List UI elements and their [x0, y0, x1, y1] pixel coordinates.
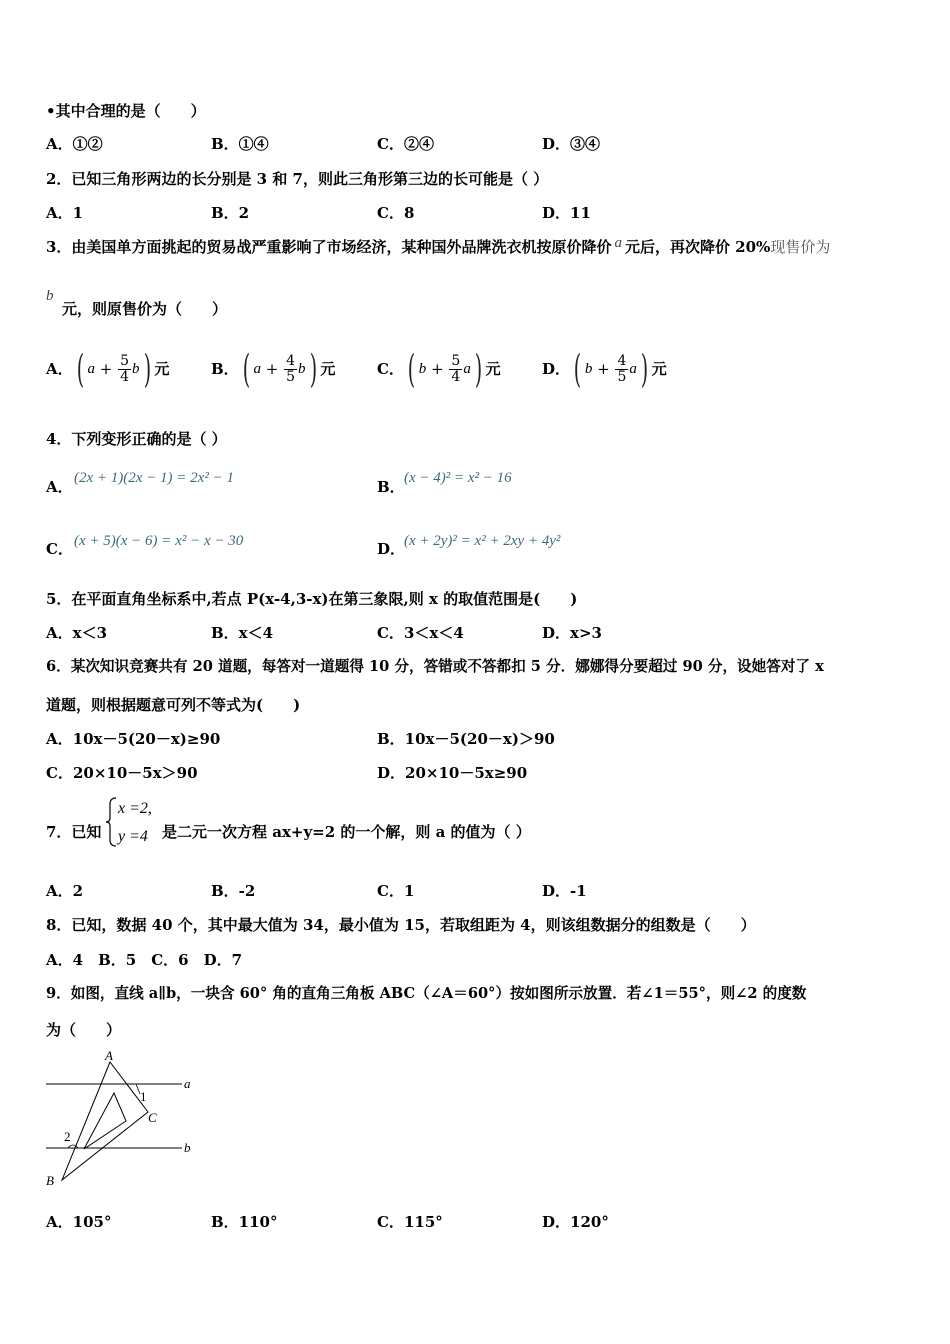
unit: 元 [651, 360, 667, 378]
lead-var: b [418, 361, 427, 377]
q9-option-c: C．115° [377, 1213, 443, 1231]
q5-option-c: C．3＜x＜4 [377, 624, 464, 642]
q4-option-b-label: B． [377, 478, 405, 496]
q3-stem-part2: 元后，再次降价 20% [624, 238, 771, 256]
q3-option-d: D．( b + $\frac{4}{5}$ a) 元 [542, 347, 667, 391]
q4-option-d-label: D． [377, 540, 406, 558]
denominator: 5 [286, 368, 296, 385]
q6-option-d: D．20×10－5x≥90 [377, 764, 528, 782]
q2-option-d: D．11 [542, 204, 591, 222]
option-c: C．②④ [377, 135, 434, 153]
numerator: 5 [120, 352, 129, 369]
q2-option-b: B．2 [211, 204, 250, 222]
question-9-stem-line1: 9．如图，直线 a∥b，一块含 60° 角的直角三角板 ABC（∠A＝60°）按如图所示放置．若∠1＝55°，则∠2 的度数 [46, 985, 807, 1002]
label-line-a: a [184, 1076, 191, 1091]
trail-var: b [132, 361, 140, 377]
question-4-stem: 4．下列变形正确的是（ ） [46, 430, 227, 448]
q4-option-a-expr: (2x + 1)(2x − 1) = 2x² − 1 [74, 470, 234, 486]
q3-option-a: A．( a + $\frac{5}{4}$ b) 元 [46, 347, 170, 391]
q6-option-a: A．10x－5(20－x)≥90 [46, 730, 221, 748]
question-2-stem: 2．已知三角形两边的长分别是 3 和 7，则此三角形第三边的长可能是（ ） [46, 170, 549, 188]
q9-option-b: B．110° [211, 1213, 278, 1231]
question-9-stem-line2: 为（ ） [46, 1021, 122, 1039]
q3-stem-part1: 3．由美国单方面挑起的贸易战严重影响了市场经济，某种国外品牌洗衣机按原价降价 [46, 238, 612, 256]
brace-icon [104, 796, 118, 848]
option-label: B． [211, 360, 239, 378]
question-6-stem-line1: 6．某次知识竞赛共有 20 道题，每答对一道题得 10 分，答错或不答都扣 5 分．娜娜得分要超过 90 分，设她答对了 x [46, 658, 824, 675]
label-B: B [46, 1173, 54, 1188]
option-label: A． [46, 360, 73, 378]
option-label: D． [542, 360, 571, 378]
label-angle-1: 1 [140, 1089, 147, 1104]
trail-var: a [629, 361, 637, 377]
lead-var: b [584, 361, 593, 377]
numerator: 4 [286, 352, 296, 369]
q7-eq2: y =4 [118, 828, 148, 845]
numerator: 5 [451, 352, 461, 369]
lead-var: a [87, 361, 95, 377]
option-d: D．③④ [542, 135, 601, 153]
trail-var: b [298, 361, 306, 377]
q3-var-b: b [46, 288, 54, 304]
trail-var: a [463, 361, 471, 377]
denominator: 4 [120, 368, 129, 385]
q4-option-d-expr: (x + 2y)² = x² + 2xy + 4y² [404, 533, 561, 549]
label-C: C [148, 1110, 157, 1125]
q2-option-c: C．8 [377, 204, 415, 222]
numerator: 4 [617, 352, 627, 369]
q7-option-c: C．1 [377, 882, 415, 900]
unit: 元 [320, 360, 336, 378]
q7-option-a: A．2 [46, 882, 84, 900]
q9-option-a: A．105° [46, 1213, 112, 1231]
triangle-figure [40, 1045, 210, 1190]
unit: 元 [485, 360, 501, 378]
q7-option-d: D．-1 [542, 882, 587, 900]
denominator: 5 [617, 368, 627, 385]
q4-option-c-expr: (x + 5)(x − 6) = x² − x − 30 [74, 533, 244, 549]
q7-option-b: B．-2 [211, 882, 256, 900]
label-line-b: b [184, 1140, 191, 1155]
q6-option-c: C．20×10－5x＞90 [46, 764, 198, 782]
denominator: 4 [451, 368, 461, 385]
q3-var-a: a [614, 235, 622, 251]
q5-option-d: D．x>3 [542, 624, 602, 642]
question-5-stem: 5．在平面直角坐标系中,若点 P(x-4,3-x)在第三象限,则 x 的取值范围是( ) [46, 590, 578, 608]
q5-option-b: B．x＜4 [211, 624, 274, 642]
q4-option-b-expr: (x − 4)² = x² − 16 [404, 470, 512, 486]
q6-option-b: B．10x－5(20－x)＞90 [377, 730, 555, 748]
question-3-stem [46, 237, 830, 258]
q9-option-d: D．120° [542, 1213, 609, 1231]
unit: 元 [154, 360, 170, 378]
outer-triangle [62, 1062, 148, 1180]
question-8-stem: 8．已知，数据 40 个，其中最大值为 34，最小值为 15，若取组距为 4，则该组数据分的组数是（ ） [46, 916, 756, 934]
q4-option-c-label: C． [46, 540, 73, 558]
inner-triangle [84, 1093, 126, 1149]
question-6-stem-line2: 道题，则根据题意可列不等式为( ) [46, 696, 301, 714]
q7-stem-post: 是二元一次方程 ax+y=2 的一个解，则 a 的值为（ ） [162, 823, 531, 841]
label-A: A [105, 1048, 113, 1063]
question-stem: •其中合理的是（ ） [46, 102, 206, 120]
q3-option-c: C．( b + $\frac{5}{4}$ a) 元 [377, 347, 501, 391]
q7-stem-pre: 7．已知 [46, 823, 102, 841]
lead-var: a [253, 361, 262, 377]
q3-stem-part3: 现售价为 [770, 238, 831, 256]
q3-stem-part4: 元，则原售价为（ ） [62, 300, 228, 318]
q2-option-a: A．1 [46, 204, 84, 222]
q7-eq1: x =2, [118, 800, 152, 817]
option-b: B．①④ [211, 135, 269, 153]
option-label: C． [377, 360, 404, 378]
q3-option-b: B．( a + $\frac{4}{5}$ b) 元 [211, 347, 336, 391]
label-angle-2: 2 [64, 1129, 71, 1144]
q5-option-a: A．x＜3 [46, 624, 108, 642]
option-a: A．①② [46, 135, 103, 153]
q4-option-a-label: A． [46, 478, 73, 496]
q8-options: A．4 B．5 C．6 D．7 [46, 951, 243, 969]
q3-var-b-row [46, 285, 54, 306]
